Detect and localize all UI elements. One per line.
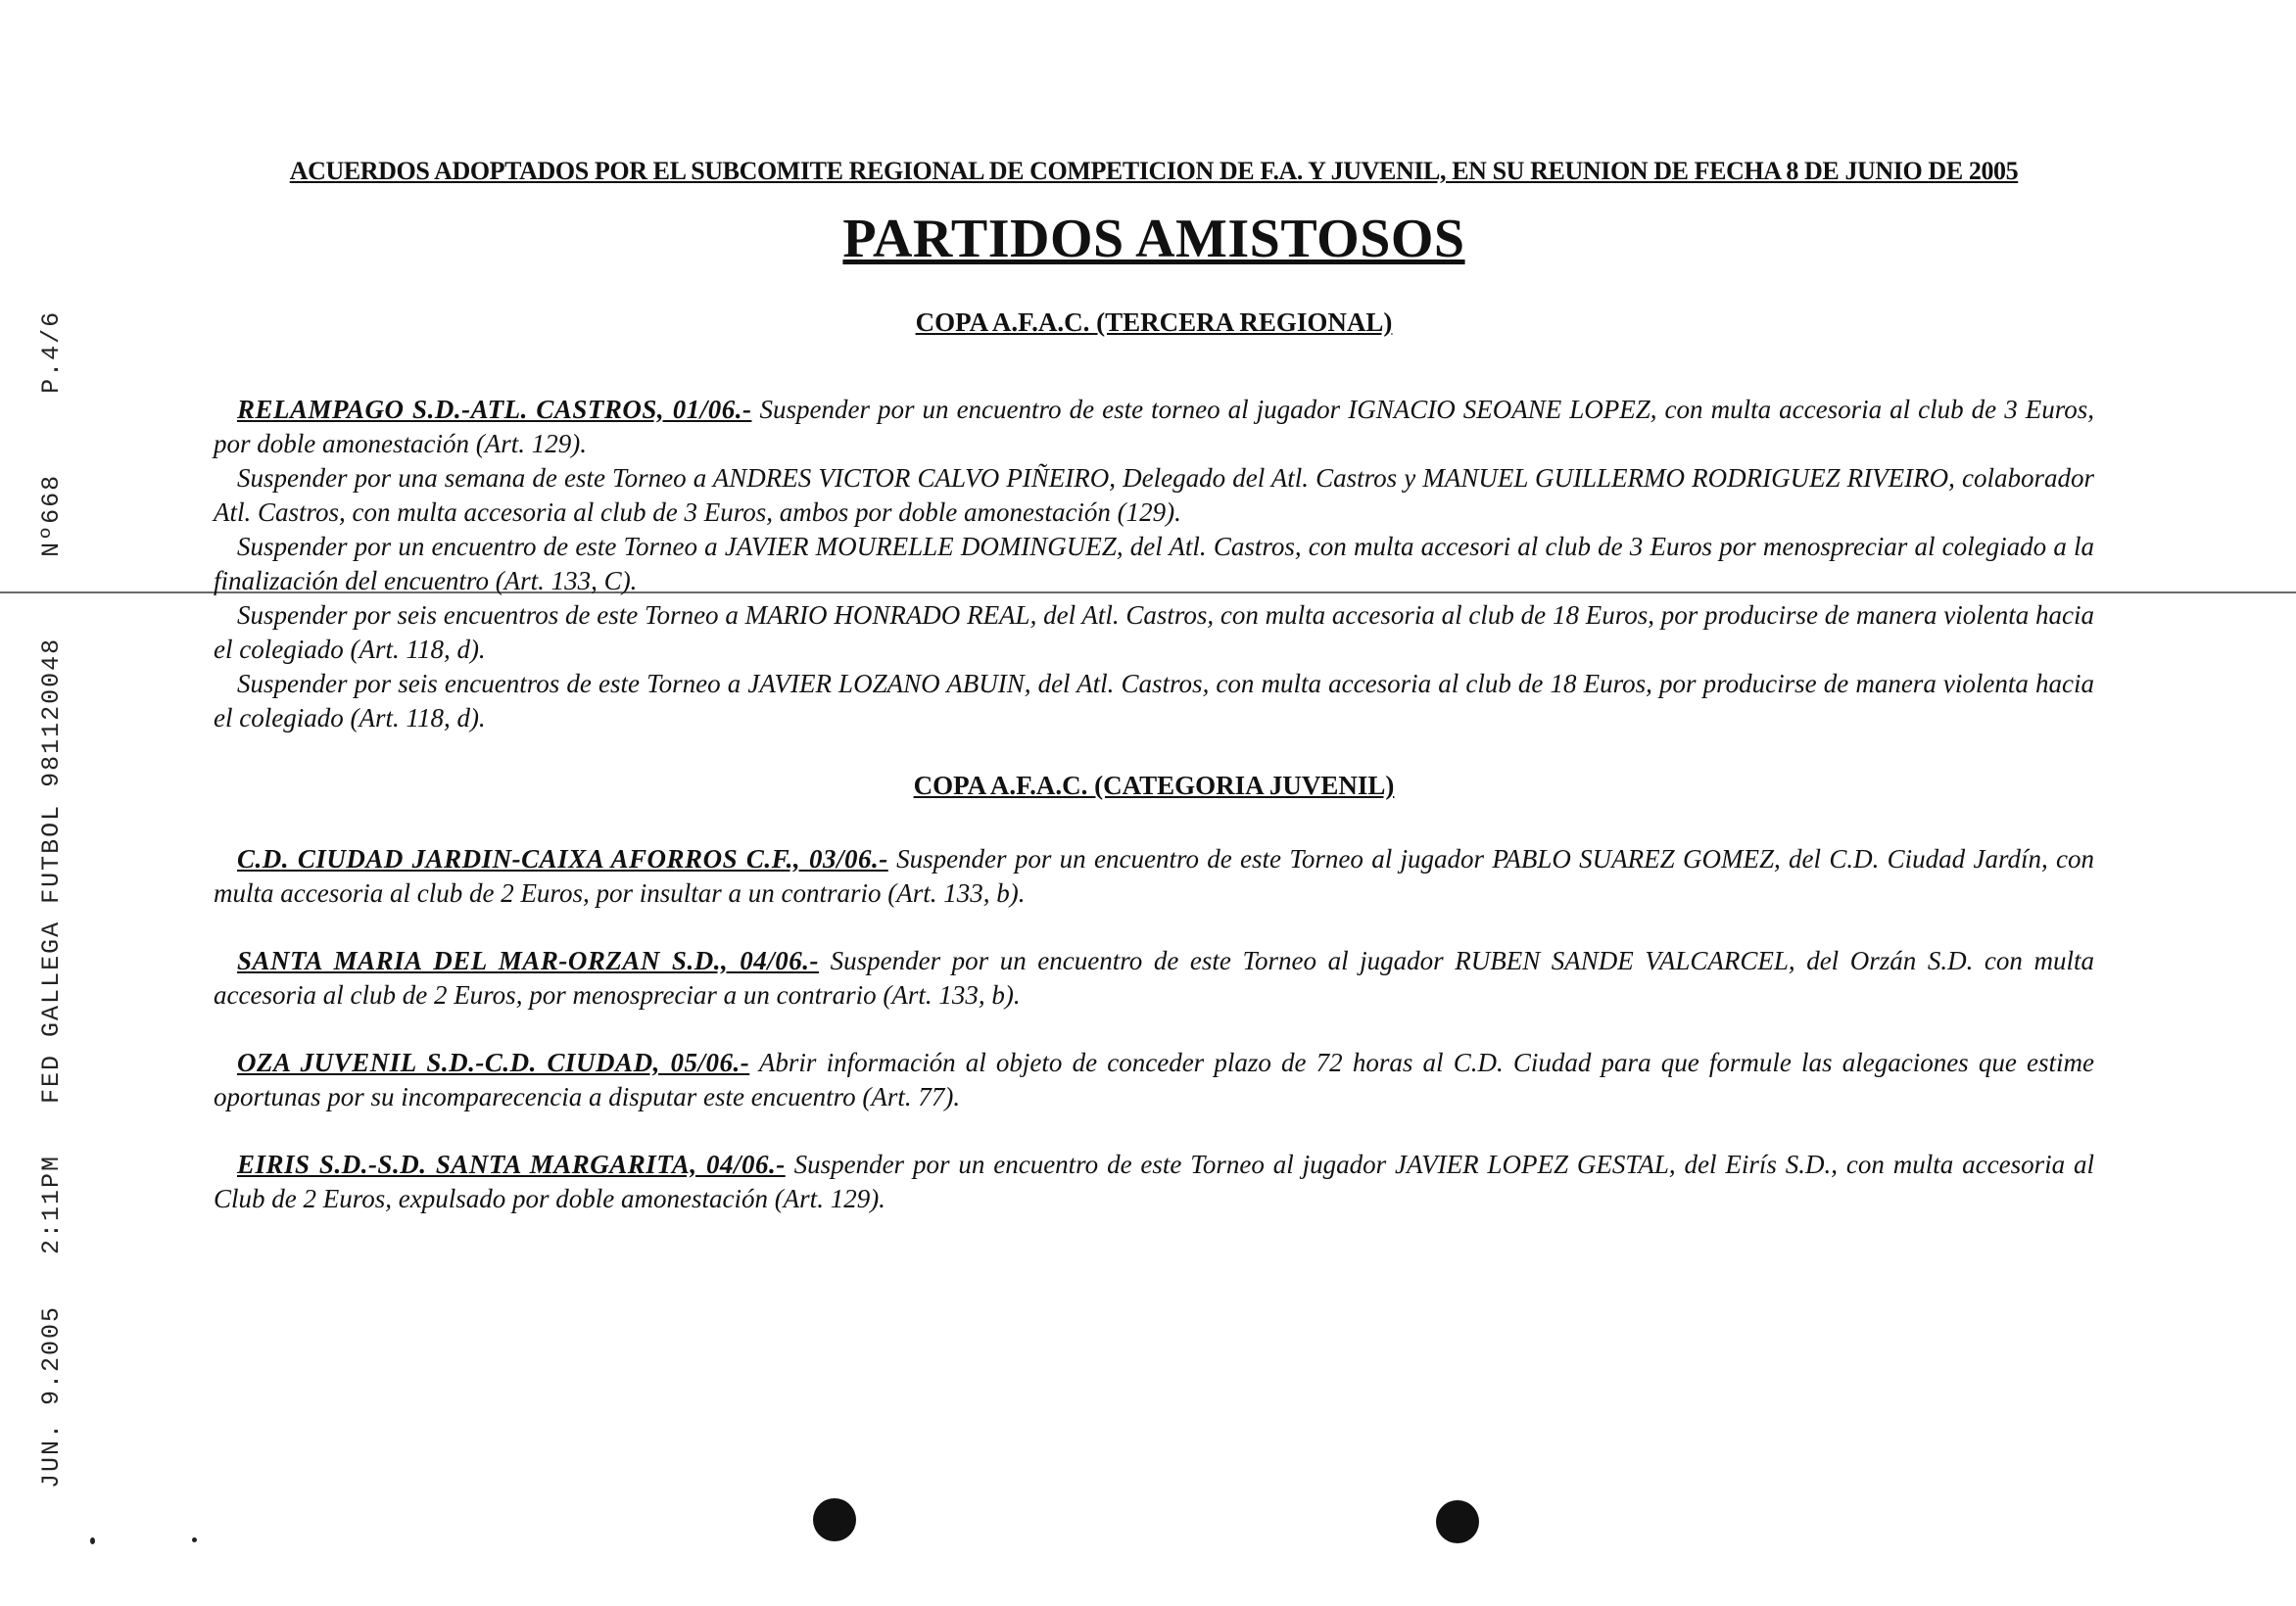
match-name: RELAMPAGO S.D.-ATL. CASTROS, 01/06.-: [237, 395, 752, 424]
fax-sender: FED GALLEGA FUTBOL 981120048: [37, 637, 66, 1104]
match-name: SANTA MARIA DEL MAR-ORZAN S.D., 04/06.-: [237, 946, 820, 975]
entry-text: Suspender por un encuentro de este Torneo al jugador JAVIER LOPEZ GESTAL, del Eirís S.D., con multa accesoria al Club de 2 Euros, expulsado por doble amonestación (Art. 129).: [214, 1150, 2094, 1213]
section-title-categoria-juvenil: COPA A.F.A.C. (CATEGORIA JUVENIL): [913, 771, 1395, 800]
entry-text: Suspender por un encuentro de este torneo al jugador IGNACIO SEOANE LOPEZ, con multa accesoria al club de 3 Euros, por doble amonestación (Art. 129).: [214, 395, 2094, 458]
entry-paragraph: Suspender por seis encuentros de este Torneo a MARIO HONRADO REAL, del Atl. Castros, con multa accesoria al club de 18 Euros, por producirse de manera violenta hacia el colegiado (Art. 118, d).: [214, 600, 2094, 664]
fax-header: [37, 118, 66, 1488]
scan-speck: [90, 1537, 95, 1544]
entry-paragraph: Suspender por seis encuentros de este Torneo a JAVIER LOZANO ABUIN, del Atl. Castros, con multa accesoria al club de 18 Euros, por producirse de manera violenta hacia el colegiado (Art. 118, d).: [214, 669, 2094, 732]
fax-number: Nº668: [37, 473, 66, 557]
entry-oza-juvenil: [214, 1046, 2094, 1114]
match-name: OZA JUVENIL S.D.-C.D. CIUDAD, 05/06.-: [237, 1048, 750, 1077]
punch-hole-left: [813, 1498, 856, 1541]
fax-page: P.4/6: [37, 309, 66, 394]
fax-date: JUN. 9.2005: [37, 1304, 66, 1488]
entry-relampago: [214, 393, 2094, 735]
entry-paragraph: Suspender por una semana de este Torneo a ANDRES VICTOR CALVO PIÑEIRO, Delegado del Atl. Castros y MANUEL GUILLERMO RODRIGUEZ RIVEIRO, colaborador Atl. Castros, con multa accesoria al club de 3 Euros, ambos por doble amonestación (129).: [214, 463, 2094, 527]
page-title: PARTIDOS AMISTOSOS: [842, 209, 1465, 269]
scan-speck: [192, 1537, 197, 1542]
entry-eiris: [214, 1148, 2094, 1216]
match-name: C.D. CIUDAD JARDIN-CAIXA AFORROS C.F., 03/06.-: [237, 844, 888, 874]
document-body: [214, 157, 2094, 1250]
match-name: EIRIS S.D.-S.D. SANTA MARGARITA, 04/06.-: [237, 1150, 786, 1179]
entry-paragraph: Suspender por un encuentro de este Torneo a JAVIER MOURELLE DOMINGUEZ, del Atl. Castros, con multa accesori al club de 3 Euros por menospreciar al colegiado a la finalización del encuentro (Art. 133, C).: [214, 532, 2094, 595]
entry-text: Abrir información al objeto de conceder plazo de 72 horas al C.D. Ciudad para que formule las alegaciones que estime oportunas por su incomparecencia a disputar este encuentro (Art. 77).: [214, 1048, 2094, 1111]
entry-text: Suspender por un encuentro de este Torneo al jugador PABLO SUAREZ GOMEZ, del C.D. Ciudad Jardín, con multa accesoria al club de 2 Euros, por insultar a un contrario (Art. 133, b).: [214, 844, 2095, 908]
punch-hole-right: [1436, 1500, 1479, 1543]
section-title-tercera-regional: COPA A.F.A.C. (TERCERA REGIONAL): [915, 307, 1393, 337]
fax-time: 2:11PM: [37, 1154, 66, 1254]
entry-text: Suspender por un encuentro de este Torneo al jugador RUBEN SANDE VALCARCEL, del Orzán S.D. con multa accesoria al club de 2 Euros, por menospreciar a un contrario (Art. 133, b).: [214, 946, 2094, 1010]
entry-ciudad-jardin: [214, 842, 2094, 911]
entry-santa-maria: [214, 944, 2094, 1013]
document-caption: ACUERDOS ADOPTADOS POR EL SUBCOMITE REGIONAL DE COMPETICION DE F.A. Y JUVENIL, EN SU REUNION DE FECHA 8 DE JUNIO DE 2005: [289, 157, 2019, 185]
